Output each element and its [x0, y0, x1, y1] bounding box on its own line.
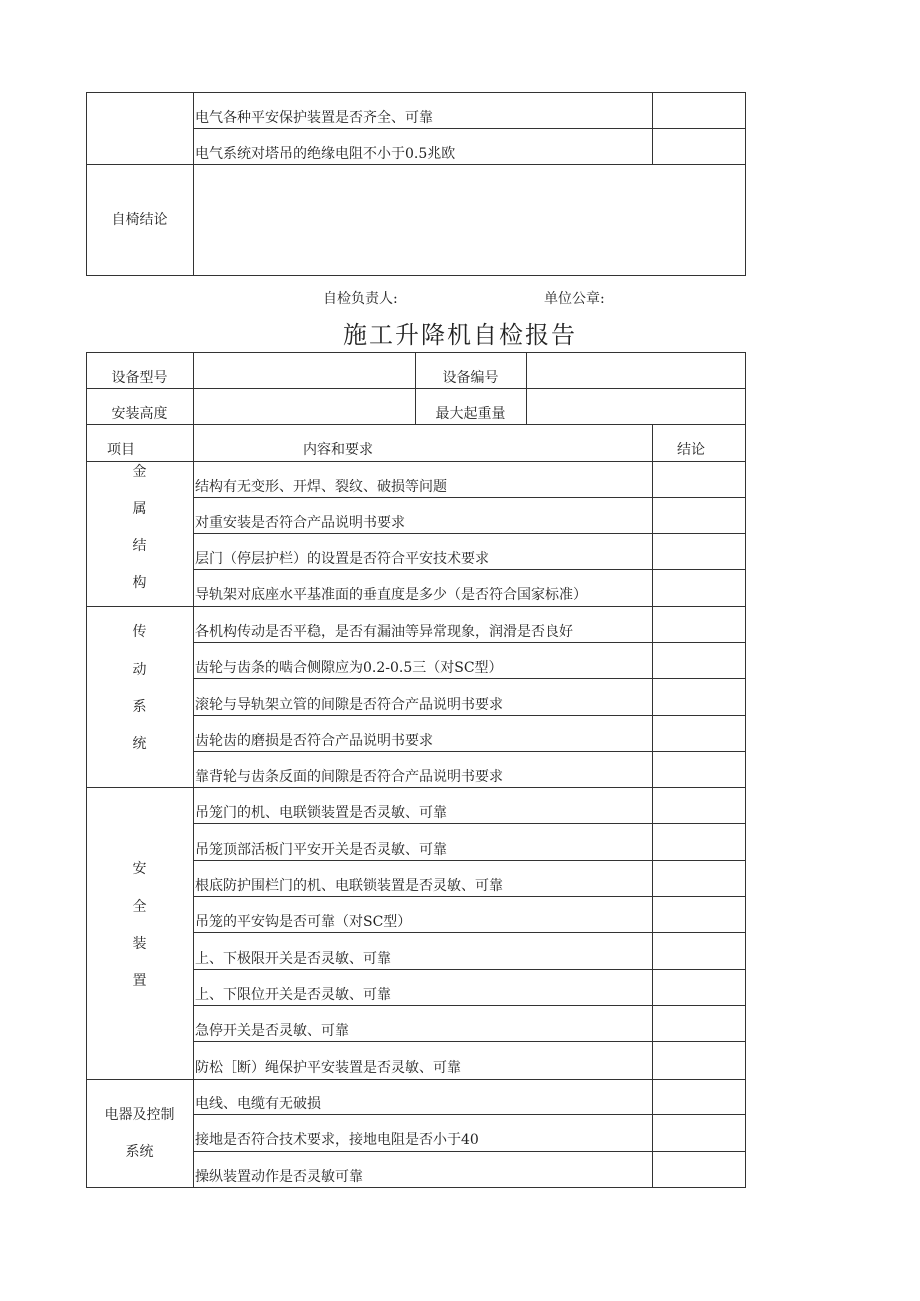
install-height-label: 安装高度 [111, 406, 168, 422]
table-row-text: 导轨架对底座水平基准面的垂直度是多少（是否符合国家标准） [195, 587, 587, 603]
section-metal-char: 构 [132, 575, 147, 591]
header-item: 项目 [107, 442, 135, 458]
table-row-text: 电气各种平安保护装置是否齐全、可靠 [195, 110, 433, 126]
table-row-text: 电线、电缆有无破损 [195, 1096, 321, 1112]
section-drive-char: 传 [132, 624, 147, 640]
table-row-text: 电气系统对塔吊的绝缘电阻不小于0.5兆欧 [195, 146, 456, 162]
report-title: 施工升降机自检报告 [343, 321, 577, 349]
table-row-text: 对重安装是否符合产品说明书要求 [195, 515, 405, 531]
table-row-text: 吊笼顶部活板门平安开关是否灵敏、可靠 [195, 842, 447, 858]
table-row-text: 齿轮齿的磨损是否符合产品说明书要求 [195, 733, 433, 749]
table-row-text: 吊笼门的机、电联锁装置是否灵敏、可靠 [195, 805, 447, 821]
section-electrical-line: 电器及控制 [104, 1107, 175, 1123]
table-row-text: 各机构传动是否平稳，是否有漏油等异常现象，润滑是否良好 [195, 624, 573, 640]
section-safety-char: 全 [132, 899, 147, 915]
device-model-label: 设备型号 [111, 370, 168, 386]
section-drive-char: 动 [132, 662, 147, 678]
table-row-text: 急停开关是否灵敏、可靠 [195, 1023, 349, 1039]
table-row-text: 根底防护围栏门的机、电联锁装置是否灵敏、可靠 [195, 878, 503, 894]
section-electrical-line: 系统 [125, 1144, 154, 1160]
table-row-text: 滚轮与导轨架立管的间隙是否符合产品说明书要求 [195, 697, 503, 713]
table-row-text: 吊笼的平安钩是否可靠（对SC型） [195, 914, 412, 930]
section-metal-char: 金 [132, 464, 147, 480]
section-safety-char: 置 [132, 973, 147, 989]
table-row-text: 上、下极限开关是否灵敏、可靠 [195, 951, 391, 967]
table-row-text: 层门（停层护栏）的设置是否符合平安技术要求 [195, 551, 489, 567]
responsible-person-label: 自检负责人: [323, 291, 398, 307]
section-safety-char: 装 [132, 936, 147, 952]
table-row-text: 上、下限位开关是否灵敏、可靠 [195, 987, 391, 1003]
max-load-label: 最大起重量 [435, 406, 506, 422]
section-metal-char: 结 [132, 538, 147, 554]
table-row-text: 操纵装置动作是否灵敏可靠 [195, 1169, 363, 1185]
unit-seal-label: 单位公章: [544, 291, 605, 307]
section-safety-char: 安 [132, 861, 147, 877]
device-number-label: 设备编号 [442, 370, 499, 386]
section-drive-char: 系 [132, 699, 147, 715]
table-row-text: 防松［断）绳保护平安装置是否灵敏、可靠 [195, 1060, 461, 1076]
header-conclusion: 结论 [677, 442, 705, 458]
table-row-text: 靠背轮与齿条反面的间隙是否符合产品说明书要求 [195, 769, 503, 785]
header-content: 内容和要求 [303, 442, 373, 458]
conclusion-label: 自椅结论 [111, 212, 168, 228]
table-row-text: 接地是否符合技术要求，接地电阻是否小于40 [195, 1132, 479, 1148]
table-row-text: 结构有无变形、开焊、裂纹、破损等问题 [195, 479, 447, 495]
section-metal-char: 属 [132, 501, 147, 517]
table-row-text: 齿轮与齿条的啮合侧隙应为0.2-0.5三（对SC型） [195, 660, 503, 676]
section-drive-char: 统 [132, 736, 147, 752]
